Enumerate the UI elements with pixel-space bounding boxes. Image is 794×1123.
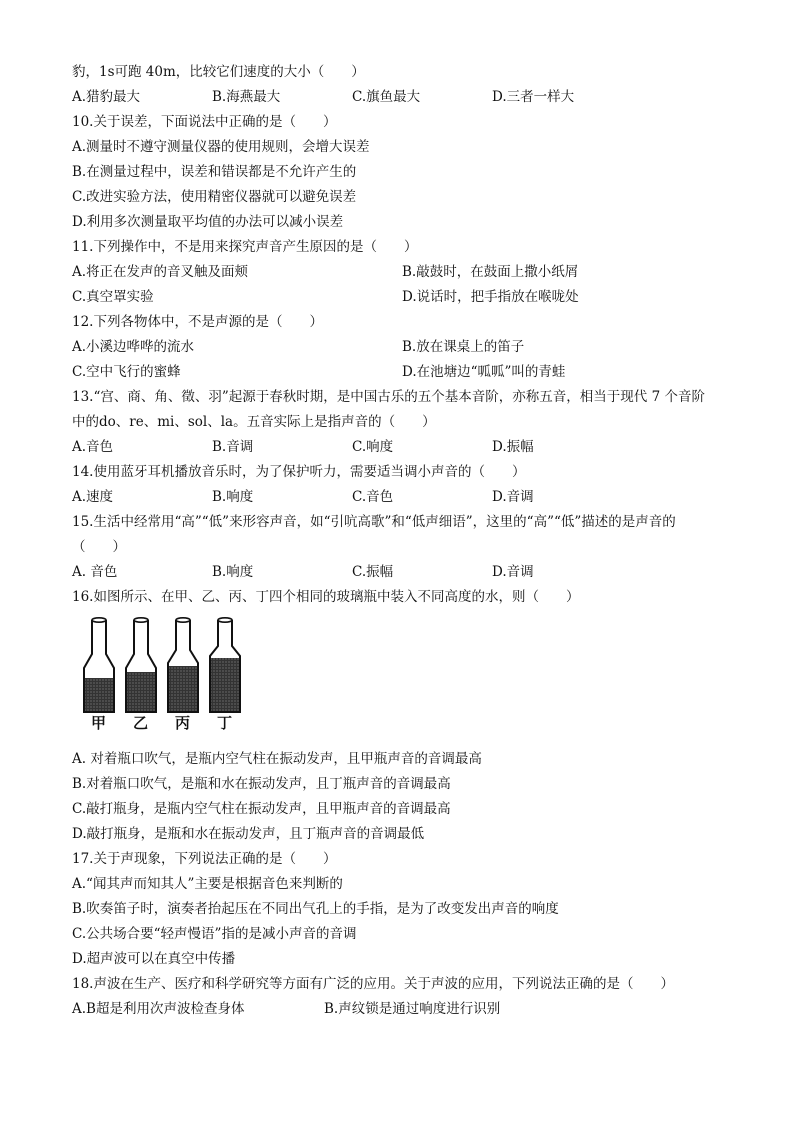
q12-options-row2 (72, 360, 732, 385)
q9-option-a: A.猎豹最大 (72, 89, 141, 105)
q13-option-a: A.音色 (72, 439, 114, 455)
q12-option-c: C.空中飞行的蜜蜂 (72, 364, 181, 380)
q14-option-a: A.速度 (72, 489, 114, 505)
q16-option-b: B.对着瓶口吹气，是瓶和水在振动发声，且丁瓶声音的音调最高 (72, 776, 451, 792)
q11-option-a: A.将正在发声的音叉触及面颊 (72, 264, 249, 280)
q13-stem-line2: 中的do、re、mi、sol、la。五音实际上是指声音的（ ） (72, 414, 436, 430)
bottle-bing (168, 618, 198, 712)
q15-stem-line2: （ ） (72, 539, 126, 555)
q18-options (72, 997, 732, 1022)
bottle-jia (84, 618, 114, 712)
q12-option-a: A.小溪边哗哗的流水 (72, 339, 195, 355)
bottle-labels (78, 712, 248, 736)
q14-option-b: B.响度 (212, 489, 254, 505)
q12-options-row1 (72, 335, 732, 360)
q14-option-c: C.音色 (352, 489, 394, 505)
q15-options (72, 560, 732, 585)
q10-option-d: D.利用多次测量取平均值的办法可以减小误差 (72, 214, 344, 230)
exam-page (72, 60, 732, 1022)
label-yi: 乙 (133, 714, 149, 732)
q11-option-c: C.真空罩实验 (72, 289, 154, 305)
q10-stem: 10.关于误差，下面说法中正确的是（ ） (72, 114, 337, 130)
q15-option-a: A. 音色 (72, 564, 118, 580)
q13-option-d: D.振幅 (492, 439, 534, 455)
label-ding: 丁 (217, 714, 233, 732)
label-bing: 丙 (175, 714, 191, 732)
q12-option-b: B.放在课桌上的笛子 (402, 339, 525, 355)
q17-option-c: C.公共场合要“轻声慢语”指的是减小声音的音调 (72, 926, 357, 942)
q17-stem: 17.关于声现象，下列说法正确的是（ ） (72, 851, 337, 867)
q13-stem-line1: 13.“宫、商、角、徵、羽”起源于春秋时期，是中国古乐的五个基本音阶，亦称五音，相当于现代 7 个音阶 (72, 389, 705, 405)
q16-stem: 16.如图所示、在甲、乙、丙、丁四个相同的玻璃瓶中装入不同高度的水，则（ ） (72, 589, 580, 605)
q9-option-d: D.三者一样大 (492, 89, 575, 105)
q13-option-c: C.响度 (352, 439, 394, 455)
q9-stem: 豹，1s可跑 40m，比较它们速度的大小（ ） (72, 64, 365, 80)
q16-option-a: A. 对着瓶口吹气，是瓶内空气柱在振动发声，且甲瓶声音的音调最高 (72, 751, 482, 767)
q11-options-row1 (72, 260, 732, 285)
q12-option-d: D.在池塘边“呱呱”叫的青蛙 (402, 364, 566, 380)
q11-options-row2 (72, 285, 732, 310)
bottles-figure (78, 616, 248, 741)
bottles-illustration (78, 616, 248, 716)
q17-option-a: A.“闻其声而知其人”主要是根据音色来判断的 (72, 876, 343, 892)
q11-stem: 11.下列操作中，不是用来探究声音产生原因的是（ ） (72, 239, 418, 255)
q9-option-c: C.旗鱼最大 (352, 89, 421, 105)
bottle-yi (126, 618, 156, 712)
q16-option-d: D.敲打瓶身，是瓶和水在振动发声，且丁瓶声音的音调最低 (72, 826, 425, 842)
q11-option-b: B.敲鼓时，在鼓面上撒小纸屑 (402, 264, 579, 280)
q18-option-b: B.声纹锁是通过响度进行识别 (324, 1001, 501, 1017)
q10-option-b: B.在测量过程中，误差和错误都是不允许产生的 (72, 164, 357, 180)
q14-option-d: D.音调 (492, 489, 534, 505)
q17-option-b: B.吹奏笛子时，演奏者抬起压在不同出气孔上的手指，是为了改变发出声音的响度 (72, 901, 559, 917)
q15-option-c: C.振幅 (352, 564, 394, 580)
label-jia: 甲 (91, 714, 107, 732)
q9-options (72, 85, 732, 110)
q10-option-c: C.改进实验方法，使用精密仪器就可以避免误差 (72, 189, 357, 205)
q17-option-d: D.超声波可以在真空中传播 (72, 951, 236, 967)
q16-option-c: C.敲打瓶身，是瓶内空气柱在振动发声，且甲瓶声音的音调最高 (72, 801, 451, 817)
q14-stem: 14.使用蓝牙耳机播放音乐时，为了保护听力，需要适当调小声音的（ ） (72, 464, 526, 480)
q15-option-d: D.音调 (492, 564, 534, 580)
bottle-ding (210, 618, 240, 712)
q10-option-a: A.测量时不遵守测量仪器的使用规则，会增大误差 (72, 139, 370, 155)
q9-option-b: B.海燕最大 (212, 89, 281, 105)
q12-stem: 12.下列各物体中，不是声源的是（ ） (72, 314, 323, 330)
q13-option-b: B.音调 (212, 439, 254, 455)
q14-options (72, 485, 732, 510)
q18-option-a: A.B超是利用次声波检查身体 (72, 1001, 245, 1017)
q15-stem-line1: 15.生活中经常用“高”“低”来形容声音，如“引吭高歌”和“低声细语”，这里的“高”“低”描述的是声音的 (72, 514, 676, 530)
q13-options (72, 435, 732, 460)
q11-option-d: D.说话时，把手指放在喉咙处 (402, 289, 579, 305)
q15-option-b: B.响度 (212, 564, 254, 580)
q18-stem: 18.声波在生产、医疗和科学研究等方面有广泛的应用。关于声波的应用，下列说法正确的是（ ） (72, 976, 674, 992)
